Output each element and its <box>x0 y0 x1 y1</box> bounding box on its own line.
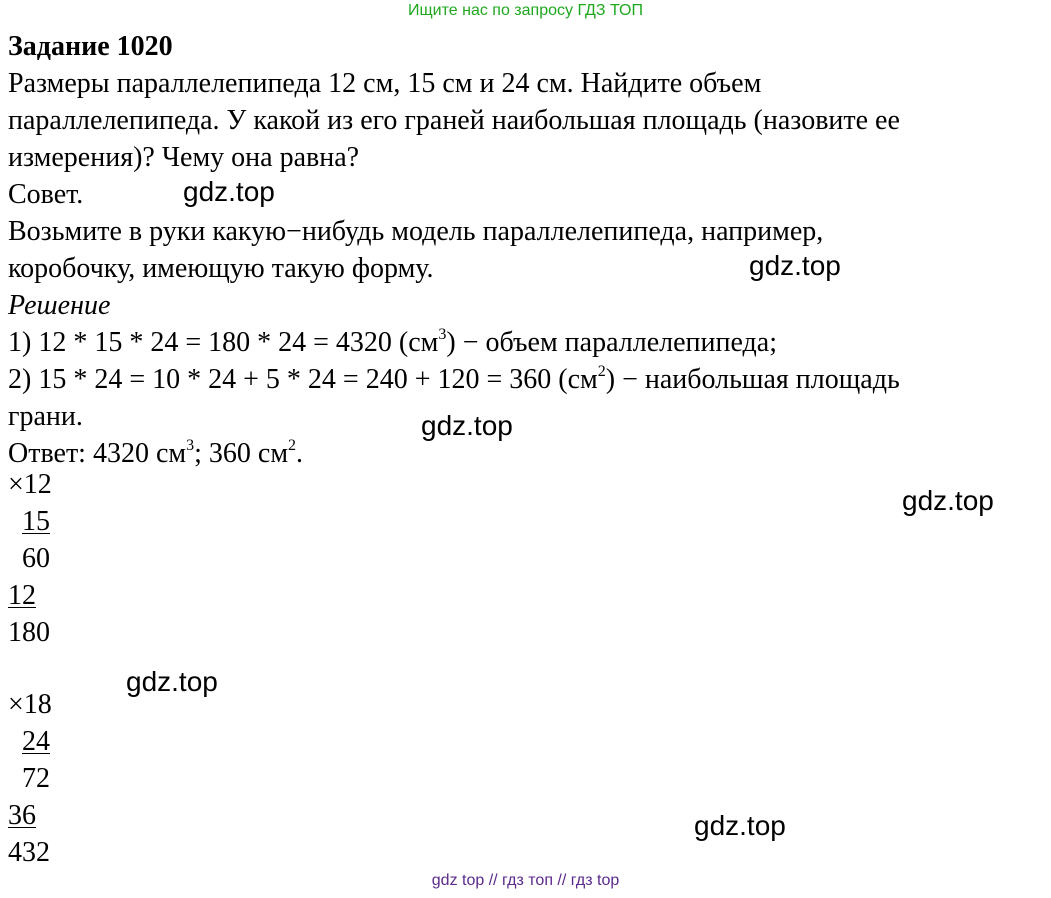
calc-row: 36 <box>8 800 36 831</box>
calc-row: 60 <box>22 543 50 574</box>
top-banner: Ищите нас по запросу ГДЗ ТОП <box>408 2 643 19</box>
solution-step-2: 2) 15 * 24 = 10 * 24 + 5 * 24 = 240 + 120 = 360 $(см^2)$ − наибольшая площадь <box>8 363 900 395</box>
solution-step-2-cont: грани. <box>8 401 83 432</box>
calc-row: 24 <box>22 726 50 757</box>
calc-row: ×12 <box>8 469 52 500</box>
hint-line-2: коробочку, имеющую такую форму. <box>8 253 434 284</box>
calc-row: 15 <box>22 506 50 537</box>
hint-line-1: Возьмите в руки какую−нибудь модель параллелепипеда, например, <box>8 216 824 247</box>
answer-line: Ответ: 4320 $см^3$; 360 $см^2$. <box>8 437 304 469</box>
calc-row: 180 <box>8 617 50 648</box>
task-line-2: параллелепипеда. У какой из его граней наибольшая площадь (назовите ее <box>8 105 900 136</box>
solution-label: Решение <box>8 290 111 321</box>
footer-links: gdz top // гдз топ // гдз top <box>431 872 620 889</box>
task-line-1: Размеры параллелепипеда 12 см, 15 см и 24 см. Найдите объем <box>8 68 762 99</box>
watermark: gdz.top <box>749 250 841 281</box>
watermark: gdz.top <box>902 485 994 516</box>
solution-step-1: 1) 12 * 15 * 24 = 180 * 24 = 4320 $(см^3)$ − объем параллелепипеда; <box>8 326 778 358</box>
watermark: gdz.top <box>126 666 218 697</box>
calc-row: 432 <box>8 837 50 868</box>
task-title: Задание 1020 <box>8 31 173 62</box>
task-line-3: измерения)? Чему она равна? <box>8 142 360 173</box>
calc-row: 12 <box>8 580 36 611</box>
watermark: gdz.top <box>421 410 513 441</box>
hint-label: Совет. <box>8 179 84 210</box>
calc-row: 72 <box>22 763 50 794</box>
watermark: gdz.top <box>694 810 786 841</box>
calc-row: ×18 <box>8 689 52 720</box>
document-body <box>8 28 1048 472</box>
multiplication-12x15 <box>8 466 52 651</box>
multiplication-18x24 <box>8 686 52 871</box>
watermark: gdz.top <box>183 176 275 207</box>
